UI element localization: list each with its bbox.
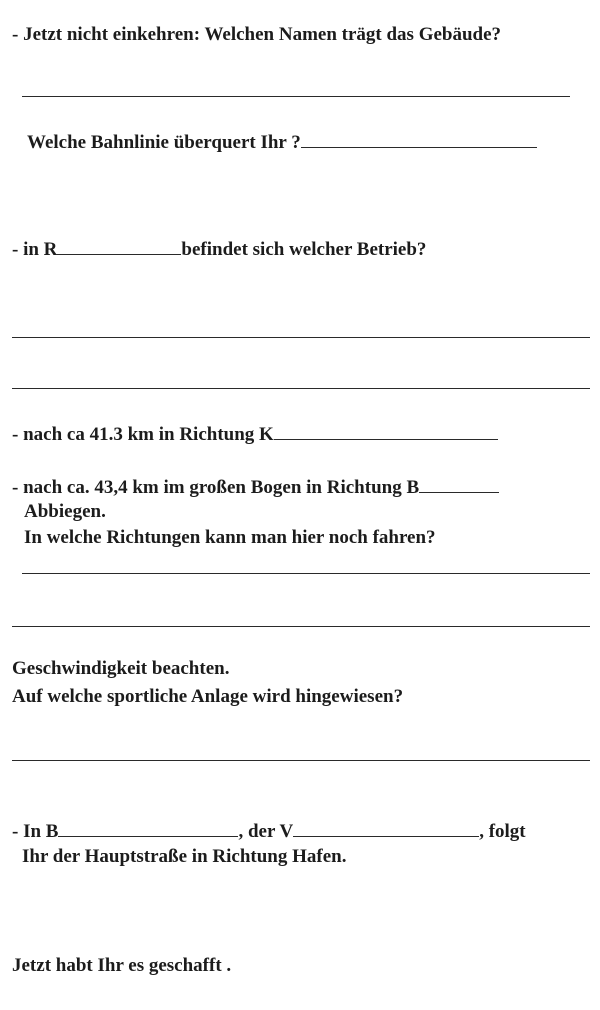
answer-line-company-2 xyxy=(12,388,590,389)
closing-message: Jetzt habt Ihr es geschafft . xyxy=(12,955,232,976)
question-company xyxy=(12,238,426,261)
answer-blank-place-v xyxy=(293,820,479,837)
question-railway-line xyxy=(27,131,537,154)
answer-line-directions-2 xyxy=(12,626,590,627)
question-building-name: - Jetzt nicht einkehren: Welchen Namen trägt das Gebäude? xyxy=(12,24,502,45)
instruction-harbor: Ihr der Hauptstraße in Richtung Hafen. xyxy=(22,846,347,867)
question-route-mid: , der V xyxy=(238,821,294,842)
question-route-suffix: , folgt xyxy=(479,821,526,842)
instruction-speed: Geschwindigkeit beachten. xyxy=(12,658,230,679)
question-directions: In welche Richtungen kann man hier noch fahren? xyxy=(24,527,436,548)
answer-blank-direction-b xyxy=(419,476,499,493)
question-direction-k xyxy=(12,423,498,446)
answer-line-directions-1 xyxy=(22,573,590,574)
answer-line-sports xyxy=(12,760,590,761)
question-direction-k-text: - nach ca 41.3 km in Richtung K xyxy=(12,424,274,445)
answer-blank-place-b xyxy=(58,820,238,837)
answer-blank-place-r xyxy=(57,238,181,255)
question-route-harbor xyxy=(12,820,526,843)
question-railway-line-text: Welche Bahnlinie überquert Ihr ? xyxy=(27,132,301,153)
question-company-suffix: befindet sich welcher Betrieb? xyxy=(181,239,427,260)
question-direction-b xyxy=(12,476,499,499)
question-company-prefix: - in R xyxy=(12,239,58,260)
instruction-turn: Abbiegen. xyxy=(24,501,106,522)
answer-blank-railway xyxy=(301,131,537,148)
question-direction-b-text: - nach ca. 43,4 km im großen Bogen in Richtung B xyxy=(12,477,420,498)
answer-line-company-1 xyxy=(12,337,590,338)
answer-blank-direction-k xyxy=(274,423,498,440)
question-route-prefix: - In B xyxy=(12,821,59,842)
answer-line-building xyxy=(22,96,570,97)
question-sports-facility: Auf welche sportliche Anlage wird hingewiesen? xyxy=(12,686,404,707)
